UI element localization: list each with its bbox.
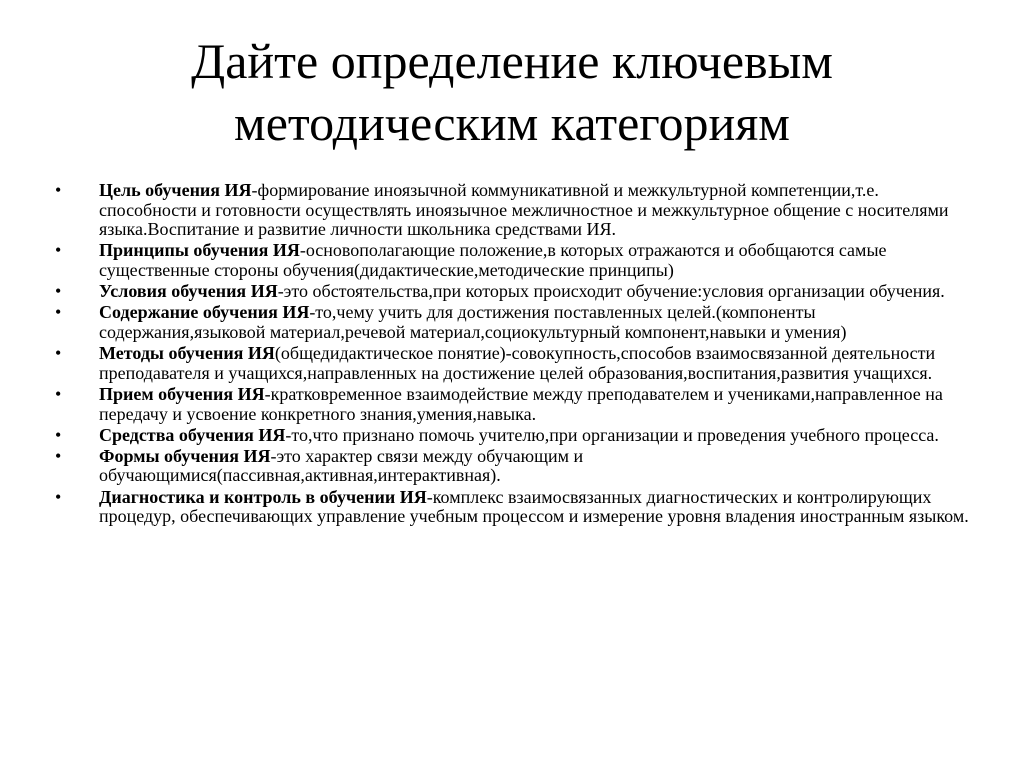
bullet-icon: • xyxy=(55,180,62,200)
item-abbr: ИЯ xyxy=(268,240,300,261)
item-abbr: ИЯ xyxy=(220,180,252,200)
list-item xyxy=(55,486,979,527)
item-text: -это характер связи между обучающим и обучающимися(пассивная,активная,интерактивная). xyxy=(99,445,584,486)
list-item xyxy=(55,424,979,446)
list-item xyxy=(55,445,979,486)
item-text: -это обстоятельства,при которых происходит обучение:условия организации обучения. xyxy=(277,281,945,302)
item-abbr: ИЯ xyxy=(395,486,427,507)
item-term: Формы обучения xyxy=(99,445,239,466)
list-item xyxy=(55,180,979,240)
bullet-icon: • xyxy=(55,343,62,364)
item-term: Принципы обучения xyxy=(99,240,269,261)
item-text: (общедидактическое понятие)-совокупность,способов взаимосвязанной деятельности преподавателя и учащихся,направленных на достижение целей образования,воспитания,развития учащихся. xyxy=(99,343,936,383)
item-text: -формирование иноязычной коммуникативной и межкультурной компетенции,т.е. способности и готовности осуществлять иноязычное межличностное и межкультурное общение с носителями языка.Воспитание и развитие личности школьника средствами ИЯ. xyxy=(99,180,949,240)
list-item xyxy=(55,281,979,302)
item-abbr: ИЯ xyxy=(238,445,271,466)
list-item xyxy=(55,302,979,342)
bullet-icon: • xyxy=(55,445,62,466)
item-abbr: ИЯ xyxy=(277,302,310,323)
item-text: -то,чему учить для достижения поставленных целей.(компоненты содержания,языковой материал,речевой материал,социокультурный компонент,навыки и умения) xyxy=(99,302,847,342)
item-text: -комплекс взаимосвязанных диагностических и контролирующих процедур, обеспечивающих управление учебным процессом и измерение уровня владения иностранным языком. xyxy=(99,486,969,527)
item-term: Диагностика и контроль в обучении xyxy=(99,486,396,507)
bullet-icon: • xyxy=(55,383,62,404)
list-item xyxy=(55,383,979,424)
bullet-icon: • xyxy=(55,240,62,261)
list-item xyxy=(55,240,979,280)
definitions-list xyxy=(55,180,979,528)
item-term: Прием обучения xyxy=(99,383,234,404)
item-term: Содержание обучения xyxy=(99,302,278,323)
bullet-icon: • xyxy=(55,281,62,302)
item-abbr: ИЯ xyxy=(246,281,278,302)
slide-title: Дайте определение ключевым методическим категориям xyxy=(191,33,833,151)
item-abbr: ИЯ xyxy=(233,383,265,404)
bullet-icon: • xyxy=(55,486,62,507)
bullet-icon: • xyxy=(55,424,62,445)
item-text: -кратковременное взаимодействие между преподавателем и учениками,направленное на передачу и усвоение конкретного знания,умения,навыка. xyxy=(99,383,943,424)
item-term: Условия обучения xyxy=(99,281,247,302)
bullet-icon: • xyxy=(55,302,62,323)
list-item xyxy=(55,343,979,383)
item-abbr: ИЯ xyxy=(253,424,286,445)
item-term: Методы обучения xyxy=(99,343,244,364)
item-text: -основополагающие положение,в которых отражаются и обобщаются самые существенные стороны обучения(дидактические,методические принципы) xyxy=(99,240,887,280)
item-text: -то,что признано помочь учителю,при организации и проведения учебного процесса. xyxy=(285,424,939,445)
item-term: Цель обучения xyxy=(99,180,221,200)
item-term: Средства обучения xyxy=(99,424,254,445)
item-abbr: ИЯ xyxy=(243,343,275,364)
